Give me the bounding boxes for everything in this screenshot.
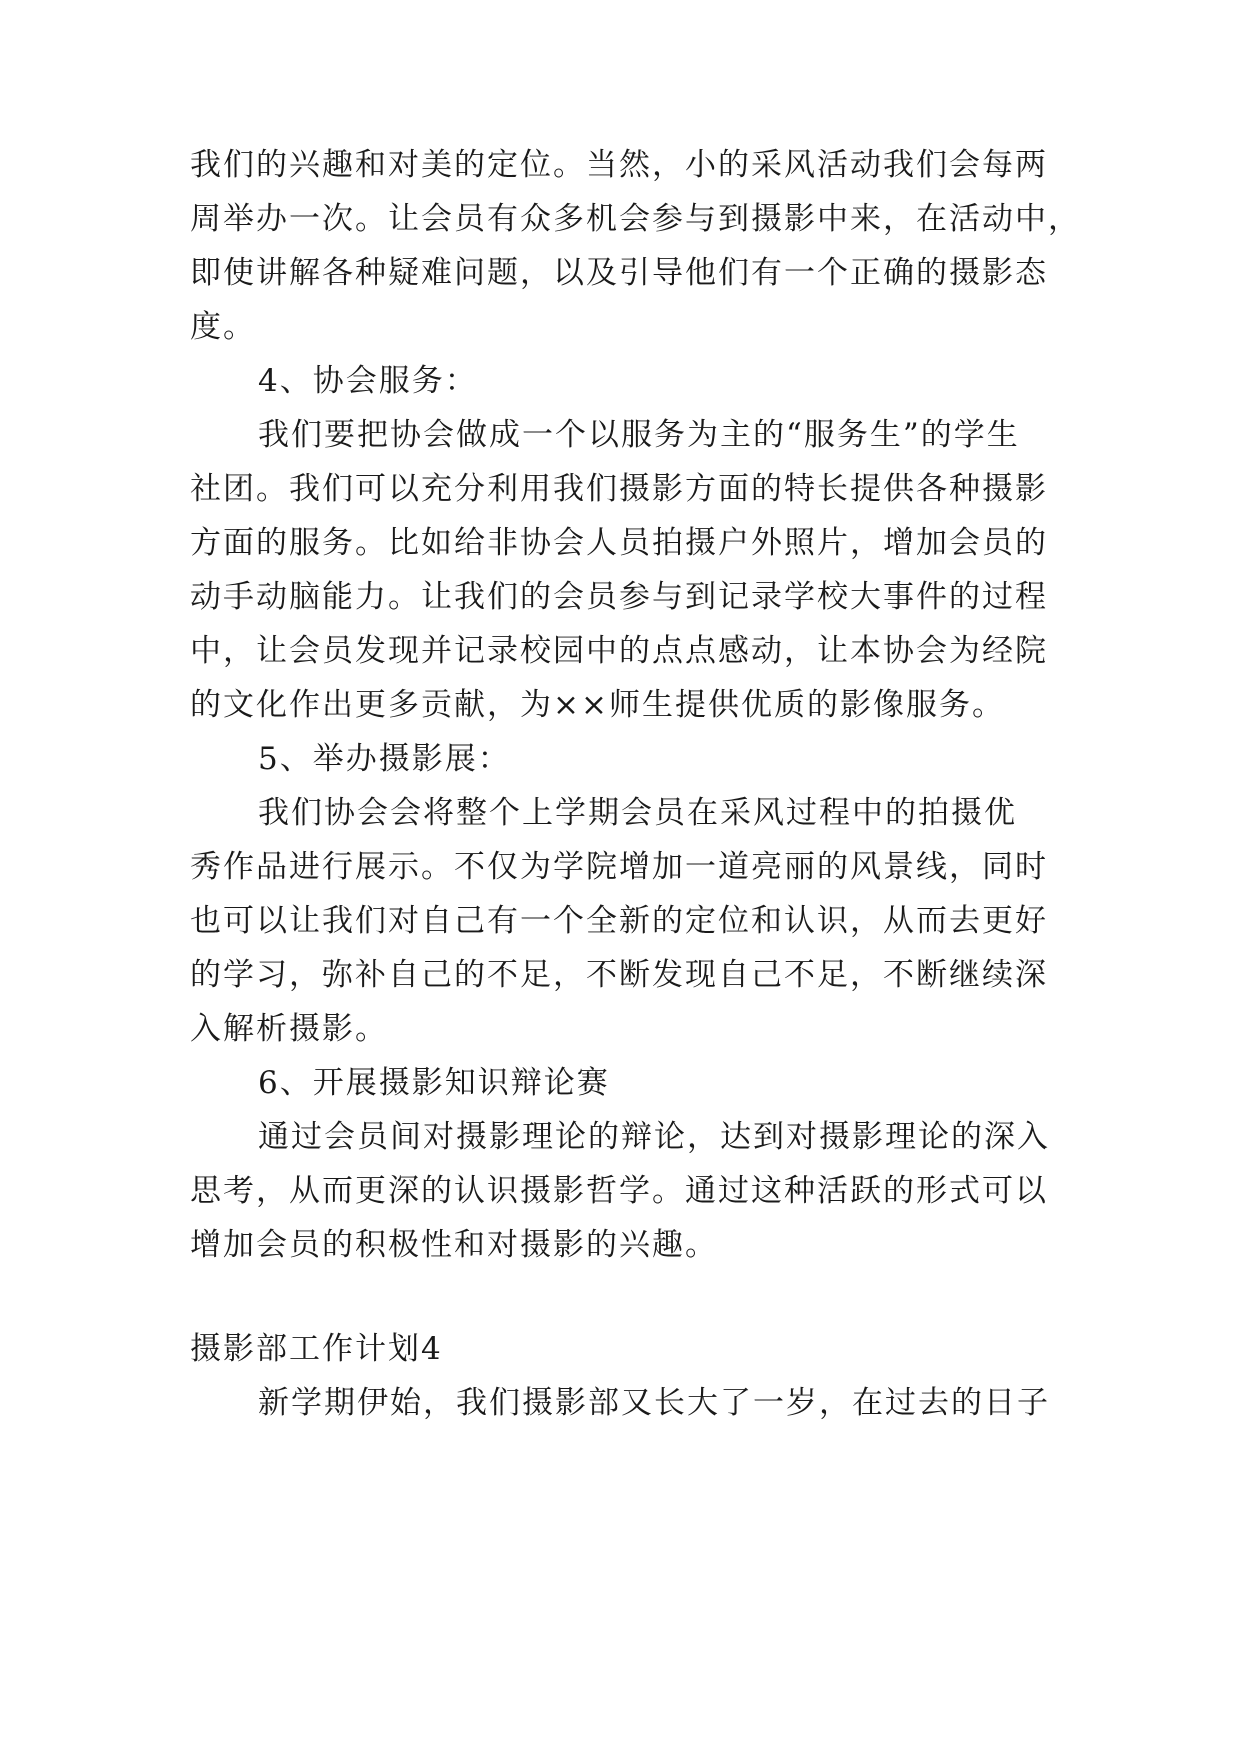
paragraph-line: 度。 [190, 309, 256, 345]
paragraph-line: 周举办一次。让会员有众多机会参与到摄影中来，在活动中， [190, 201, 1081, 237]
paragraph-line: 通过会员间对摄影理论的辩论，达到对摄影理论的深入 [258, 1119, 1050, 1155]
paragraph-line: 秀作品进行展示。不仅为学院增加一道亮丽的风景线，同时 [190, 849, 1048, 885]
section-heading: 4、协会服务： [258, 363, 478, 399]
paragraph-line: 的文化作出更多贡献，为××师生提供优质的影像服务。 [190, 687, 1005, 723]
paragraph-line: 我们的兴趣和对美的定位。当然，小的采风活动我们会每两 [190, 147, 1048, 183]
paragraph-line: 即使讲解各种疑难问题，以及引导他们有一个正确的摄影态 [190, 255, 1048, 291]
section-heading: 5、举办摄影展： [258, 741, 511, 777]
paragraph-line: 的学习，弥补自己的不足，不断发现自己不足，不断继续深 [190, 957, 1048, 993]
paragraph-line: 社团。我们可以充分利用我们摄影方面的特长提供各种摄影 [190, 471, 1048, 507]
section-heading: 6、开展摄影知识辩论赛 [258, 1065, 610, 1101]
paragraph-line: 我们要把协会做成一个以服务为主的“服务生”的学生 [258, 417, 1020, 453]
document-title: 摄影部工作计划4 [190, 1331, 443, 1367]
paragraph-line: 方面的服务。比如给非协会人员拍摄户外照片，增加会员的 [190, 525, 1048, 561]
paragraph-line: 动手动脑能力。让我们的会员参与到记录学校大事件的过程 [190, 579, 1048, 615]
paragraph-line: 增加会员的积极性和对摄影的兴趣。 [190, 1227, 718, 1263]
paragraph-line: 也可以让我们对自己有一个全新的定位和认识，从而去更好 [190, 903, 1048, 939]
paragraph-line: 我们协会会将整个上学期会员在采风过程中的拍摄优 [258, 795, 1017, 831]
paragraph-line: 新学期伊始，我们摄影部又长大了一岁，在过去的日子 [258, 1385, 1050, 1421]
paragraph-line: 入解析摄影。 [190, 1011, 388, 1047]
paragraph-line: 思考，从而更深的认识摄影哲学。通过这种活跃的形式可以 [190, 1173, 1048, 1209]
paragraph-line: 中，让会员发现并记录校园中的点点感动，让本协会为经院 [190, 633, 1048, 669]
